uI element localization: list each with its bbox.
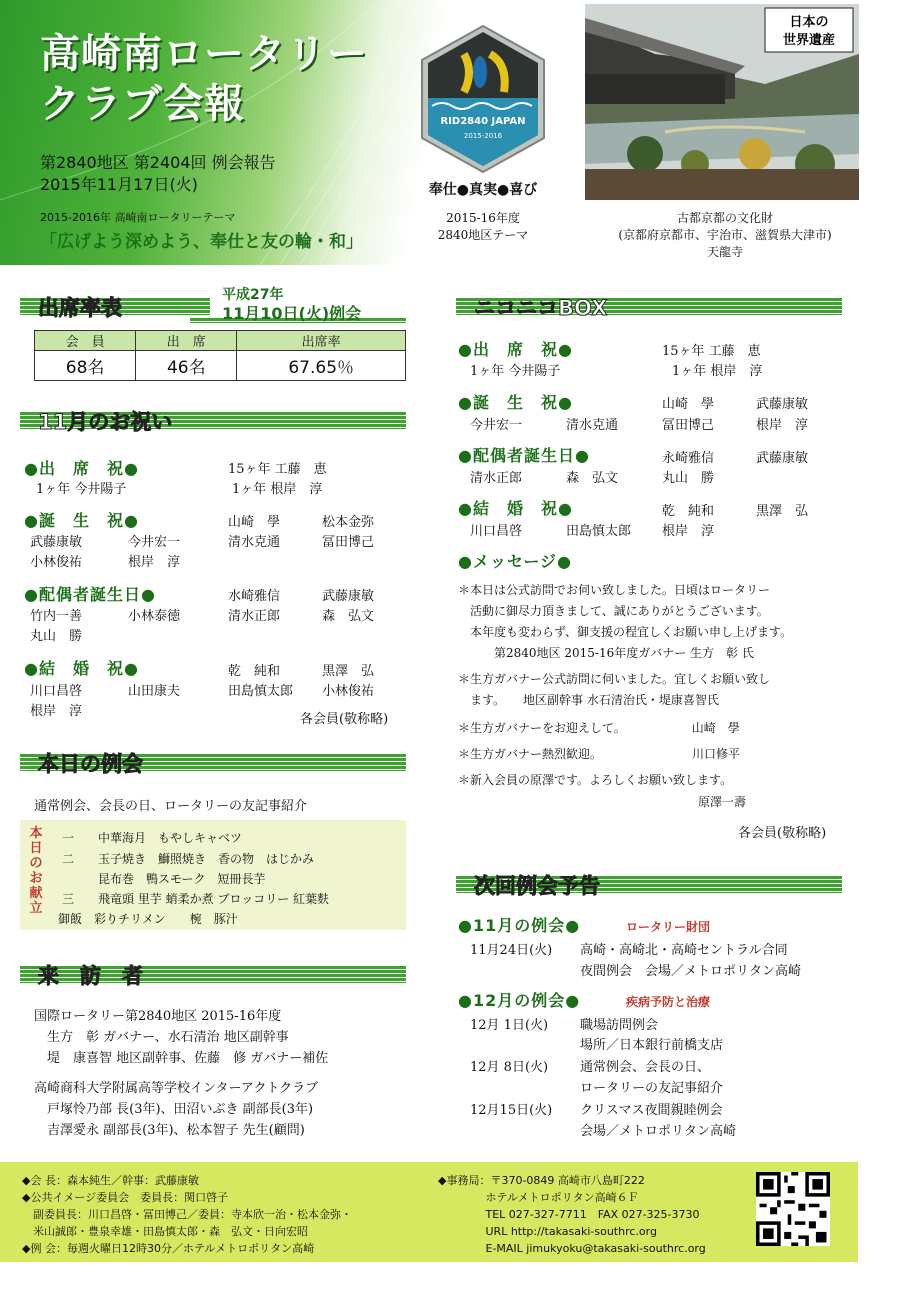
nk-birthday-name: 根岸 淳 — [756, 418, 809, 433]
menu-line: 一 中華海月 もやしキャベツ — [62, 831, 243, 845]
next-detail: 場所／日本銀行前橋支店 — [580, 1038, 724, 1053]
cel-attendance-category: ●出 席 祝● — [24, 459, 139, 478]
nk-wedding-name: 川口昌啓 — [470, 524, 523, 539]
cel-birthday-name: 松本金弥 — [322, 515, 375, 530]
visitors-section-title: 来 訪 者 — [38, 964, 143, 988]
next-detail: クリスマス夜間親睦例会 — [580, 1103, 723, 1118]
badge-years: 2015-2016 — [463, 132, 503, 140]
district-motto: 奉仕●真実●喜び — [428, 182, 538, 198]
newsletter-title-line2: クラブ会報 — [40, 81, 245, 127]
nk-message-line: ＊生方ガバナー熱烈歓迎。 川口修平 — [458, 747, 741, 761]
cel-spouse-name: 小林泰徳 — [128, 609, 181, 624]
cel-birthday-name: 今井宏一 — [128, 535, 181, 550]
footer-office-hotel: ホテルメトロポリタン高崎６Ｆ — [438, 1191, 639, 1204]
nk-attendance-category: ●出 席 祝● — [458, 340, 573, 359]
nk-spouse-name: 永崎雅信 — [662, 451, 715, 466]
visitors-section-bar — [20, 960, 406, 988]
cel-wedding-name: 黒澤 弘 — [322, 664, 375, 679]
nk-wedding-category: ●結 婚 祝● — [458, 499, 573, 518]
nk-attendance-name: 15ヶ年 工藤 恵 — [662, 344, 761, 359]
footer-meeting-schedule: ◆例 会：毎週火曜日12時30分／ホテルメトロポリタン高崎 — [22, 1242, 315, 1255]
meeting-date: 2015年11月17日(火) — [40, 175, 198, 194]
district-badge-icon — [418, 24, 548, 174]
attendance-date: 11月10日(火)例会 — [222, 304, 362, 323]
district-theme-label: 2840地区テーマ — [437, 228, 529, 242]
cel-spouse-name: 水崎雅信 — [228, 589, 281, 604]
next-detail: 夜間例会 会場／メトロポリタン高崎 — [580, 964, 802, 979]
newsletter-title-line1: 高崎南ロータリー — [40, 31, 368, 77]
next-dec-theme: 疾病予防と治療 — [626, 995, 711, 1009]
nk-note: 各会員(敬称略) — [738, 826, 827, 841]
attendance-header-members: 会 員 — [35, 331, 136, 351]
nk-spouse-name: 森 弘文 — [566, 471, 619, 486]
nk-attendance-name: 1ヶ年 今井陽子 — [470, 364, 561, 379]
nk-spouse-name: 武藤康敏 — [756, 451, 809, 466]
attendance-rate: 67.65％ — [237, 351, 406, 381]
nk-wedding-name: 乾 純和 — [662, 504, 715, 519]
footer-email-link[interactable]: E-MAIL jimukyoku@takasaki-southrc.org — [438, 1242, 706, 1255]
visitor-line: 戸塚怜乃部 長(3年)、田沼いぶき 副部長(3年) — [34, 1102, 314, 1117]
next-nov-category: ●11月の例会● — [458, 916, 581, 935]
visitor-line: 高崎商科大学附属高等学校インターアクトクラブ — [34, 1081, 319, 1096]
next-detail: 職場訪問例会 — [580, 1018, 659, 1033]
photo-caption-location: (京都府京都市、宇治市、滋賀県大津市) — [618, 228, 832, 242]
cel-spouse-name: 清水正郎 — [228, 609, 281, 624]
next-section-bar — [456, 870, 842, 898]
nikoniko-section-bar — [456, 292, 842, 320]
cel-birthday-category: ●誕 生 祝● — [24, 511, 139, 530]
next-date: 12月 1日(火) — [470, 1018, 549, 1033]
next-detail: 通常例会、会長の日、 — [580, 1060, 711, 1075]
cel-birthday-name: 冨田博己 — [322, 535, 375, 550]
cel-birthday-name: 山崎 學 — [228, 515, 281, 530]
today-description: 通常例会、会長の日、ロータリーの友記事紹介 — [34, 799, 308, 814]
next-dec-category: ●12月の例会● — [458, 991, 581, 1010]
nk-message-line: ます。 地区副幹事 水石清治氏・堤康喜智氏 — [458, 693, 719, 707]
attendance-present: 46名 — [136, 351, 237, 381]
nk-message-category: ●メッセージ● — [458, 552, 572, 571]
attendance-date-year: 平成27年 — [222, 287, 284, 303]
next-section-title: 次回例会予告 — [474, 874, 600, 898]
cel-wedding-name: 田島慎太郎 — [228, 684, 294, 699]
next-nov-theme: ロータリー財団 — [626, 920, 711, 934]
nk-wedding-name: 田島慎太郎 — [566, 524, 632, 539]
visitor-line: 堤 康喜智 地区副幹事、佐藤 修 ガバナー補佐 — [34, 1051, 329, 1066]
nk-birthday-name: 冨田博己 — [662, 418, 715, 433]
footer-office-address: ◆事務局：〒370-0849 高崎市八島町222 — [438, 1174, 645, 1187]
cel-attendance-name: 1ヶ年 根岸 淳 — [232, 482, 323, 497]
theme-heading: 2015-2016年 高崎南ロータリーテーマ — [40, 211, 236, 224]
footer-url-link[interactable]: URL http://takasaki-southrc.org — [438, 1225, 657, 1238]
next-detail: 会場／メトロポリタン高崎 — [580, 1124, 737, 1139]
nk-message-line: ＊新入会員の原澤です。よろしくお願い致します。 — [458, 773, 733, 787]
cel-spouse-category: ●配偶者誕生日● — [24, 585, 156, 604]
photo-tag-line2: 世界遺産 — [782, 33, 836, 48]
menu-line: 二 玉子焼き 鰤照焼き 香の物 はじかみ — [62, 852, 315, 866]
nk-message-line: 原澤一壽 — [458, 795, 747, 809]
district-year: 2015-16年度 — [446, 211, 520, 225]
nikoniko-section-title: ニコニコBOX — [474, 296, 608, 320]
photo-caption-temple: 天龍寺 — [706, 245, 743, 259]
cel-note: 各会員(敬称略) — [300, 712, 389, 727]
cel-birthday-name: 小林俊祐 — [30, 555, 83, 570]
menu-label: 本日のお献立 — [29, 826, 43, 916]
nk-message-line: 第2840地区 2015-16年度ガバナー 生方 彰 氏 — [458, 646, 754, 660]
next-date: 12月15日(火) — [470, 1103, 553, 1118]
nk-birthday-name: 清水克通 — [566, 418, 619, 433]
nk-birthday-category: ●誕 生 祝● — [458, 393, 573, 412]
menu-line: 三 飛竜頭 里芋 蛸柔か煮 ブロッコリー 紅葉麩 — [62, 892, 330, 906]
attendance-section-bar — [20, 292, 210, 320]
footer-phone: TEL 027-327-7711 FAX 027-325-3730 — [438, 1208, 700, 1221]
nk-spouse-name: 清水正郎 — [470, 471, 523, 486]
nk-message-line: 活動に御尽力頂きまして、誠にありがとうございます。 — [458, 604, 769, 618]
nk-wedding-name: 根岸 淳 — [662, 524, 715, 539]
cel-spouse-name: 森 弘文 — [322, 609, 375, 624]
celebrations-section-bar — [20, 406, 406, 434]
cel-attendance-name: 1ヶ年 今井陽子 — [36, 482, 127, 497]
cel-spouse-name: 丸山 勝 — [30, 629, 83, 644]
nk-message-line: 本年度も変わらず、御支援の程宜しくお願い申し上げます。 — [458, 625, 793, 639]
cel-birthday-name: 根岸 淳 — [128, 555, 181, 570]
nk-message-line: ＊生方ガバナー公式訪問に伺いました。宜しくお願い致し — [458, 672, 771, 686]
footer-committee-members: 米山誠郎・豊泉幸雄・田島慎太郎・森 弘文・日向宏昭 — [22, 1225, 308, 1238]
nk-attendance-name: 1ヶ年 根岸 淳 — [672, 364, 763, 379]
nk-birthday-name: 今井宏一 — [470, 418, 523, 433]
cel-spouse-name: 武藤康敏 — [322, 589, 375, 604]
next-date: 11月24日(火) — [470, 943, 553, 958]
next-detail: ロータリーの友記事紹介 — [580, 1081, 724, 1096]
today-section-title: 本日の例会 — [38, 752, 143, 776]
menu-line: 御飯 彩りチリメン 椀 豚汁 — [58, 912, 238, 926]
attendance-members: 68名 — [35, 351, 136, 381]
next-date: 12月 8日(火) — [470, 1060, 549, 1075]
cel-wedding-name: 川口昌啓 — [30, 684, 83, 699]
attendance-section-title: 出席率表 — [38, 296, 122, 320]
next-detail: 高崎・高崎北・高崎セントラル合同 — [580, 943, 788, 958]
qr-code-icon — [756, 1172, 830, 1246]
attendance-header-present: 出 席 — [136, 331, 237, 351]
meeting-number: 第2840地区 第2404回 例会報告 — [40, 153, 276, 172]
attendance-table — [34, 330, 406, 381]
club-theme: 「広げよう深めよう、奉仕と友の輪・和」 — [40, 232, 363, 252]
visitor-line: 吉澤愛永 副部長(3年)、松本智子 先生(顧問) — [34, 1123, 305, 1138]
cel-spouse-name: 竹内一善 — [30, 609, 83, 624]
cel-birthday-name: 清水克通 — [228, 535, 281, 550]
cel-wedding-category: ●結 婚 祝● — [24, 659, 139, 678]
footer-committee: ◆公共イメージ委員会 委員長：関口啓子 — [22, 1191, 229, 1204]
nk-birthday-name: 山崎 學 — [662, 397, 715, 412]
photo-tag-line1: 日本の — [789, 15, 829, 30]
today-section-bar — [20, 748, 406, 776]
cel-wedding-name: 小林俊祐 — [322, 684, 375, 699]
nk-birthday-name: 武藤康敏 — [756, 397, 809, 412]
footer-committee-members: 副委員長：川口昌啓・冨田博己／委員：寺本欣一治・松本金弥・ — [22, 1208, 352, 1221]
temple-photo — [585, 4, 859, 200]
nk-message-line: ＊生方ガバナーをお迎えして。 山崎 學 — [458, 721, 740, 735]
nk-message-line: ＊本日は公式訪問でお伺い致しました。日頃はロータリー — [458, 583, 771, 597]
cel-wedding-name: 乾 純和 — [228, 664, 281, 679]
cel-wedding-name: 根岸 淳 — [30, 704, 83, 719]
cel-attendance-name: 15ヶ年 工藤 恵 — [228, 462, 327, 477]
cel-wedding-name: 山田康夫 — [128, 684, 181, 699]
menu-line: 昆布巻 鴨スモーク 短冊長芋 — [62, 872, 266, 886]
visitor-line: 生方 彰 ガバナー、水石清治 地区副幹事 — [34, 1030, 289, 1045]
nk-spouse-name: 丸山 勝 — [662, 471, 715, 486]
badge-text: RID2840 JAPAN — [440, 116, 526, 127]
celebrations-section-title: 11月のお祝い — [38, 410, 173, 434]
nk-wedding-name: 黒澤 弘 — [756, 504, 809, 519]
attendance-header-rate: 出席率 — [237, 331, 406, 351]
footer-officers: ◆会 長：森本純生／幹事：武藤康敏 — [22, 1174, 199, 1187]
visitor-line: 国際ロータリー第2840地区 2015-16年度 — [34, 1009, 282, 1024]
nk-spouse-category: ●配偶者誕生日● — [458, 446, 590, 465]
cel-birthday-name: 武藤康敏 — [30, 535, 83, 550]
photo-caption-title: 古都京都の文化財 — [676, 211, 773, 225]
